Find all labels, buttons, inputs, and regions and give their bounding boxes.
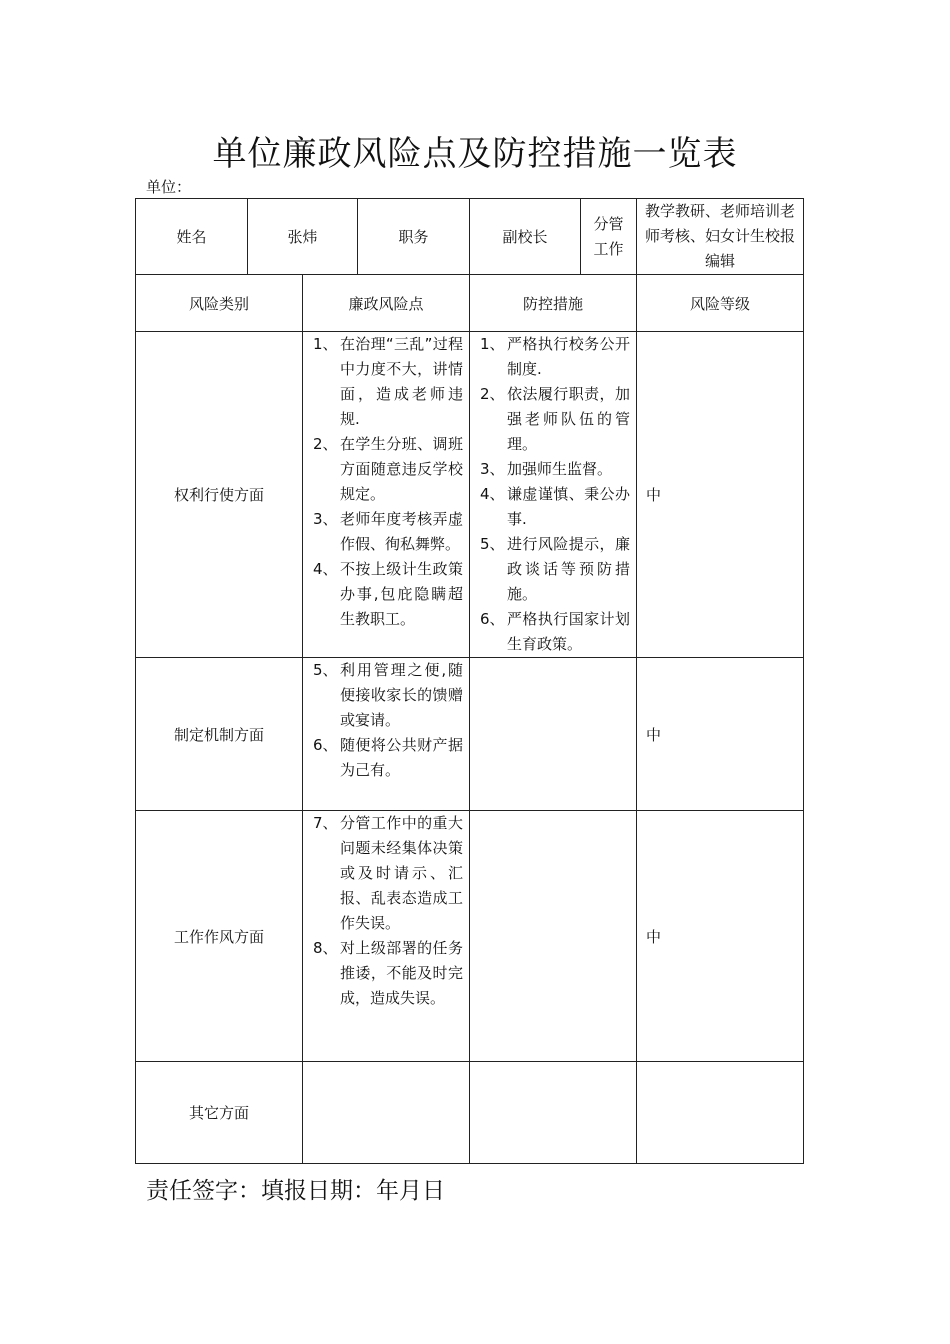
table-row bbox=[136, 811, 804, 1062]
duty-label-line-2: 工作 bbox=[593, 239, 624, 258]
column-header-row bbox=[136, 275, 804, 332]
risk-category: 工作作风方面 bbox=[136, 811, 303, 1062]
list-item bbox=[303, 658, 469, 733]
risk-category: 制定机制方面 bbox=[136, 658, 303, 811]
list-item-number: 3、 bbox=[313, 510, 338, 528]
unit-label: 单位： bbox=[146, 178, 192, 196]
list-item-text: 随便将公共财产据为己有。 bbox=[340, 736, 463, 779]
list-item bbox=[470, 607, 636, 657]
list-item-text: 对上级部署的任务推诿，不能及时完成，造成失误。 bbox=[340, 939, 463, 1007]
list-item-number: 3、 bbox=[480, 460, 505, 478]
list-item-number: 5、 bbox=[313, 661, 338, 679]
risk-points-cell bbox=[303, 658, 470, 811]
risk-points-cell bbox=[303, 1062, 470, 1164]
list-item bbox=[303, 936, 469, 1011]
risk-level: 中 bbox=[637, 658, 804, 811]
column-header-level: 风险等级 bbox=[637, 275, 804, 332]
list-item-text: 严格执行校务公开制度. bbox=[507, 335, 630, 378]
list-item bbox=[303, 733, 469, 783]
list-item-text: 加强师生监督。 bbox=[507, 460, 613, 478]
list-item-number: 6、 bbox=[313, 736, 338, 754]
risk-points-cell bbox=[303, 811, 470, 1062]
list-item-number: 1、 bbox=[313, 335, 338, 353]
risk-table bbox=[135, 274, 804, 1164]
list-item-text: 分管工作中的重大问题未经集体决策或及时请示、汇报、乱表态造成工作失误。 bbox=[340, 814, 463, 932]
duty-value: 教学教研、老师培训老师考核、妇女计生校报编辑 bbox=[637, 199, 804, 275]
list-item-text: 严格执行国家计划生育政策。 bbox=[507, 610, 630, 653]
list-item-number: 4、 bbox=[480, 485, 505, 503]
signature-date-line: 责任签字：填报日期：年月日 bbox=[146, 1178, 445, 1204]
list-item bbox=[303, 332, 469, 432]
list-item-text: 谦虚谨慎、秉公办事. bbox=[507, 485, 630, 528]
position-label: 职务 bbox=[358, 199, 470, 275]
measures-cell bbox=[470, 332, 637, 658]
table-row bbox=[136, 332, 804, 658]
column-header-category: 风险类别 bbox=[136, 275, 303, 332]
risk-level: 中 bbox=[637, 332, 804, 658]
list-item-text: 利用管理之便,随便接收家长的馈赠或宴请。 bbox=[340, 661, 463, 729]
duty-label bbox=[581, 199, 637, 275]
table-row bbox=[136, 658, 804, 811]
list-item bbox=[303, 811, 469, 936]
list-item-text: 不按上级计生政策办事,包庇隐瞒超生教职工。 bbox=[340, 560, 463, 628]
risk-list bbox=[303, 658, 469, 783]
list-item-text: 依法履行职责，加强老师队伍的管理。 bbox=[507, 385, 630, 453]
duty-label-line-1: 分管 bbox=[593, 214, 624, 233]
risk-list bbox=[303, 332, 469, 632]
list-item bbox=[470, 382, 636, 457]
risk-category: 权利行使方面 bbox=[136, 332, 303, 658]
measures-cell bbox=[470, 658, 637, 811]
list-item-number: 6、 bbox=[480, 610, 505, 628]
person-info-table bbox=[135, 198, 804, 275]
list-item-number: 4、 bbox=[313, 560, 338, 578]
list-item bbox=[303, 557, 469, 632]
list-item bbox=[303, 432, 469, 507]
page-title: 单位廉政风险点及防控措施一览表 bbox=[212, 134, 738, 174]
list-item bbox=[303, 507, 469, 557]
list-item-number: 2、 bbox=[480, 385, 505, 403]
column-header-risk: 廉政风险点 bbox=[303, 275, 470, 332]
list-item bbox=[470, 532, 636, 607]
list-item bbox=[470, 482, 636, 532]
risk-list bbox=[303, 811, 469, 1011]
list-item bbox=[470, 457, 636, 482]
table-row bbox=[136, 1062, 804, 1164]
list-item-text: 在学生分班、调班方面随意违反学校规定。 bbox=[340, 435, 463, 503]
list-item-text: 在治理“三乱”过程中力度不大，讲情面，造成老师违规. bbox=[340, 335, 463, 428]
list-item-number: 7、 bbox=[313, 814, 338, 832]
risk-category: 其它方面 bbox=[136, 1062, 303, 1164]
measures-cell bbox=[470, 811, 637, 1062]
measures-list bbox=[470, 332, 636, 657]
list-item-number: 2、 bbox=[313, 435, 338, 453]
list-item bbox=[470, 332, 636, 382]
measures-cell bbox=[470, 1062, 637, 1164]
list-item-number: 5、 bbox=[480, 535, 505, 553]
list-item-text: 进行风险提示，廉政谈话等预防措施。 bbox=[507, 535, 630, 603]
list-item-number: 1、 bbox=[480, 335, 505, 353]
risk-level: 中 bbox=[637, 811, 804, 1062]
list-item-text: 老师年度考核弄虚作假、徇私舞弊。 bbox=[340, 510, 463, 553]
name-label: 姓名 bbox=[136, 199, 248, 275]
position-value: 副校长 bbox=[470, 199, 581, 275]
list-item-number: 8、 bbox=[313, 939, 338, 957]
name-value: 张炜 bbox=[248, 199, 358, 275]
column-header-measures: 防控措施 bbox=[470, 275, 637, 332]
risk-points-cell bbox=[303, 332, 470, 658]
risk-level bbox=[637, 1062, 804, 1164]
person-info-row bbox=[136, 199, 804, 275]
